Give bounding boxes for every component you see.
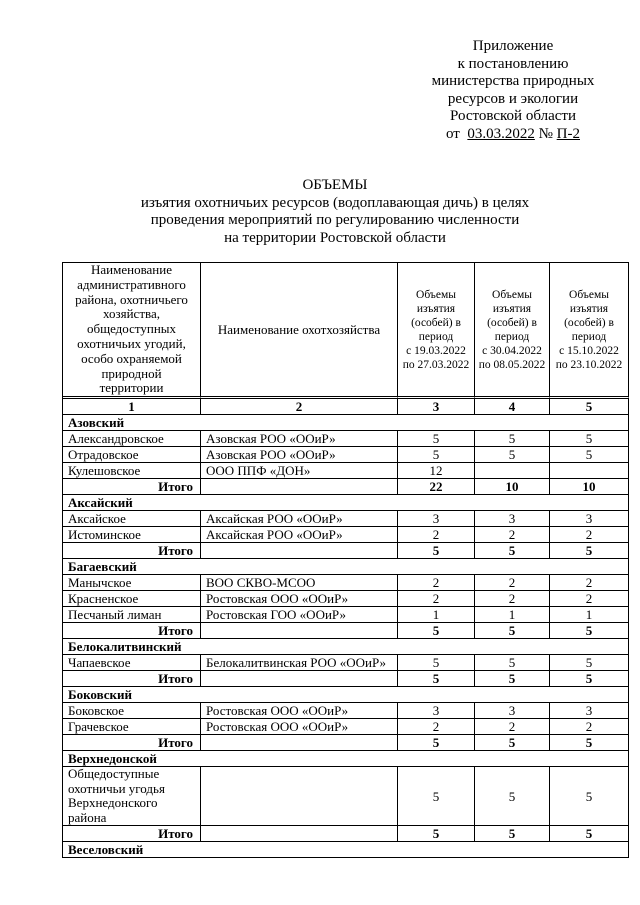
district-row: [63, 639, 629, 655]
volume-period-1: 5: [398, 655, 475, 671]
area-name: Чапаевское: [63, 655, 201, 671]
table-body: [63, 263, 629, 858]
district-name: Белокалитвинский: [63, 639, 629, 655]
total-organization-empty: [201, 479, 398, 495]
area-name: Манычское: [63, 575, 201, 591]
volume-period-3: 5: [550, 447, 629, 463]
volume-period-3: 5: [550, 655, 629, 671]
hunting-area-row: [63, 591, 629, 607]
district-row: [63, 495, 629, 511]
volume-period-1: 2: [398, 527, 475, 543]
organization-name: Ростовская ООО «ООиР»: [201, 719, 398, 735]
column-number-row: [63, 399, 629, 415]
volume-period-3: 2: [550, 719, 629, 735]
header-period-3: Объемы изъятия (особей) в период с 15.10.2022 по 23.10.2022: [550, 263, 629, 399]
total-organization-empty: [201, 543, 398, 559]
volume-period-1: 12: [398, 463, 475, 479]
column-number-5: 5: [550, 399, 629, 415]
volume-period-2: 3: [475, 703, 550, 719]
district-total-row: [63, 543, 629, 559]
total-period-1: 5: [398, 826, 475, 842]
volume-period-3: [550, 463, 629, 479]
subtitle-line: на территории Ростовской области: [224, 230, 446, 247]
district-name: Багаевский: [63, 559, 629, 575]
number-sign: №: [538, 125, 553, 142]
volume-period-3: 2: [550, 527, 629, 543]
column-number-2: 2: [201, 399, 398, 415]
district-row: [63, 842, 629, 858]
total-period-2: 5: [475, 543, 550, 559]
total-period-3: 10: [550, 479, 629, 495]
hunting-area-row: [63, 719, 629, 735]
organization-name: Ростовская ООО «ООиР»: [201, 591, 398, 607]
hunting-area-row: [63, 703, 629, 719]
subtitle-line: изъятия охотничьих ресурсов (водоплавающая дичь) в целях: [140, 194, 530, 211]
total-period-2: 5: [475, 826, 550, 842]
organization-name: Белокалитвинская РОО «ООиР»: [201, 655, 398, 671]
volume-period-1: 5: [398, 447, 475, 463]
organization-name: ВОО СКВО-МСОО: [201, 575, 398, 591]
column-number-4: 4: [475, 399, 550, 415]
area-name: Общедоступные охотничьи угодья Верхнедонского района: [63, 767, 201, 826]
area-name: Истоминское: [63, 527, 201, 543]
volume-period-3: 2: [550, 575, 629, 591]
volume-period-1: 5: [398, 767, 475, 826]
volume-period-2: 3: [475, 511, 550, 527]
organization-name: Аксайская РОО «ООиР»: [201, 511, 398, 527]
total-period-1: 5: [398, 735, 475, 751]
appendix-line: министерства природных: [431, 73, 595, 89]
hunting-area-row: [63, 447, 629, 463]
district-name: Веселовский: [63, 842, 629, 858]
hunting-area-row: [63, 431, 629, 447]
organization-name: Аксайская РОО «ООиР»: [201, 527, 398, 543]
appendix-note: [398, 38, 628, 143]
volume-period-2: 5: [475, 767, 550, 826]
total-period-1: 22: [398, 479, 475, 495]
volume-period-1: 2: [398, 719, 475, 735]
total-period-2: 5: [475, 623, 550, 639]
column-number-1: 1: [63, 399, 201, 415]
total-period-3: 5: [550, 826, 629, 842]
total-period-1: 5: [398, 623, 475, 639]
total-label: Итого: [63, 671, 201, 687]
total-organization-empty: [201, 623, 398, 639]
total-label: Итого: [63, 735, 201, 751]
district-total-row: [63, 735, 629, 751]
area-name: Аксайское: [63, 511, 201, 527]
resolution-date: 03.03.2022: [467, 125, 535, 142]
district-total-row: [63, 623, 629, 639]
district-total-row: [63, 671, 629, 687]
district-row: [63, 751, 629, 767]
table-header-row: [63, 263, 629, 399]
total-period-3: 5: [550, 735, 629, 751]
district-row: [63, 559, 629, 575]
organization-name: [201, 767, 398, 826]
volume-period-3: 3: [550, 703, 629, 719]
organization-name: Азовская РОО «ООиР»: [201, 431, 398, 447]
total-organization-empty: [201, 735, 398, 751]
total-organization-empty: [201, 826, 398, 842]
volume-period-3: 3: [550, 511, 629, 527]
hunting-area-row: [63, 655, 629, 671]
district-name: Верхнедонской: [63, 751, 629, 767]
volume-period-3: 5: [550, 767, 629, 826]
volume-period-2: 2: [475, 527, 550, 543]
title-heading: ОБЪЕМЫ: [302, 177, 368, 193]
organization-name: Азовская РОО «ООиР»: [201, 447, 398, 463]
district-name: Аксайский: [63, 495, 629, 511]
document-title: [30, 177, 640, 248]
district-total-row: [63, 826, 629, 842]
appendix-line: Ростовской области: [450, 108, 576, 124]
total-label: Итого: [63, 479, 201, 495]
total-period-3: 5: [550, 623, 629, 639]
volume-period-1: 3: [398, 511, 475, 527]
hunting-area-row: [63, 607, 629, 623]
subtitle-line: проведения мероприятий по регулированию численности: [150, 212, 520, 229]
hunting-area-row: [63, 767, 629, 826]
harvest-volumes-table: [62, 262, 629, 858]
volume-period-2: 2: [475, 591, 550, 607]
area-name: Красненское: [63, 591, 201, 607]
hunting-area-row: [63, 527, 629, 543]
area-name: Кулешовское: [63, 463, 201, 479]
total-period-1: 5: [398, 671, 475, 687]
volume-period-3: 1: [550, 607, 629, 623]
total-label: Итого: [63, 623, 201, 639]
volume-period-1: 2: [398, 575, 475, 591]
district-row: [63, 687, 629, 703]
organization-name: Ростовская ГОО «ООиР»: [201, 607, 398, 623]
volume-period-2: 5: [475, 431, 550, 447]
total-period-2: 5: [475, 671, 550, 687]
volume-period-1: 3: [398, 703, 475, 719]
total-label: Итого: [63, 543, 201, 559]
header-area-name: Наименование административного района, охотничьего хозяйства, общедоступных охотничьих угодий, особо охраняемой природной территории: [63, 263, 201, 399]
volume-period-2: 2: [475, 575, 550, 591]
header-period-1: Объемы изъятия (особей) в период с 19.03.2022 по 27.03.2022: [398, 263, 475, 399]
volume-period-2: [475, 463, 550, 479]
volume-period-3: 5: [550, 431, 629, 447]
district-row: [63, 415, 629, 431]
area-name: Песчаный лиман: [63, 607, 201, 623]
total-label: Итого: [63, 826, 201, 842]
volume-period-1: 5: [398, 431, 475, 447]
hunting-area-row: [63, 511, 629, 527]
resolution-number: П-2: [556, 125, 580, 142]
total-period-2: 10: [475, 479, 550, 495]
total-period-3: 5: [550, 671, 629, 687]
total-organization-empty: [201, 671, 398, 687]
volume-period-1: 2: [398, 591, 475, 607]
hunting-area-row: [63, 575, 629, 591]
appendix-title: Приложение: [472, 38, 554, 54]
volume-period-2: 5: [475, 447, 550, 463]
hunting-area-row: [63, 463, 629, 479]
area-name: Отрадовское: [63, 447, 201, 463]
header-organization-name: Наименование охотхозяйства: [201, 263, 398, 399]
area-name: Грачевское: [63, 719, 201, 735]
appendix-line: ресурсов и экологии: [447, 90, 579, 107]
total-period-3: 5: [550, 543, 629, 559]
resolution-date-line: [398, 126, 628, 144]
volume-period-1: 1: [398, 607, 475, 623]
date-prefix: от: [446, 125, 460, 142]
district-total-row: [63, 479, 629, 495]
volume-period-2: 1: [475, 607, 550, 623]
total-period-2: 5: [475, 735, 550, 751]
area-name: Александровское: [63, 431, 201, 447]
header-period-2: Объемы изъятия (особей) в период с 30.04.2022 по 08.05.2022: [475, 263, 550, 399]
volume-period-2: 5: [475, 655, 550, 671]
column-number-3: 3: [398, 399, 475, 415]
total-period-1: 5: [398, 543, 475, 559]
area-name: Боковское: [63, 703, 201, 719]
organization-name: ООО ППФ «ДОН»: [201, 463, 398, 479]
district-name: Боковский: [63, 687, 629, 703]
volume-period-2: 2: [475, 719, 550, 735]
volume-period-3: 2: [550, 591, 629, 607]
appendix-line: к постановлению: [457, 55, 569, 72]
district-name: Азовский: [63, 415, 629, 431]
organization-name: Ростовская ООО «ООиР»: [201, 703, 398, 719]
